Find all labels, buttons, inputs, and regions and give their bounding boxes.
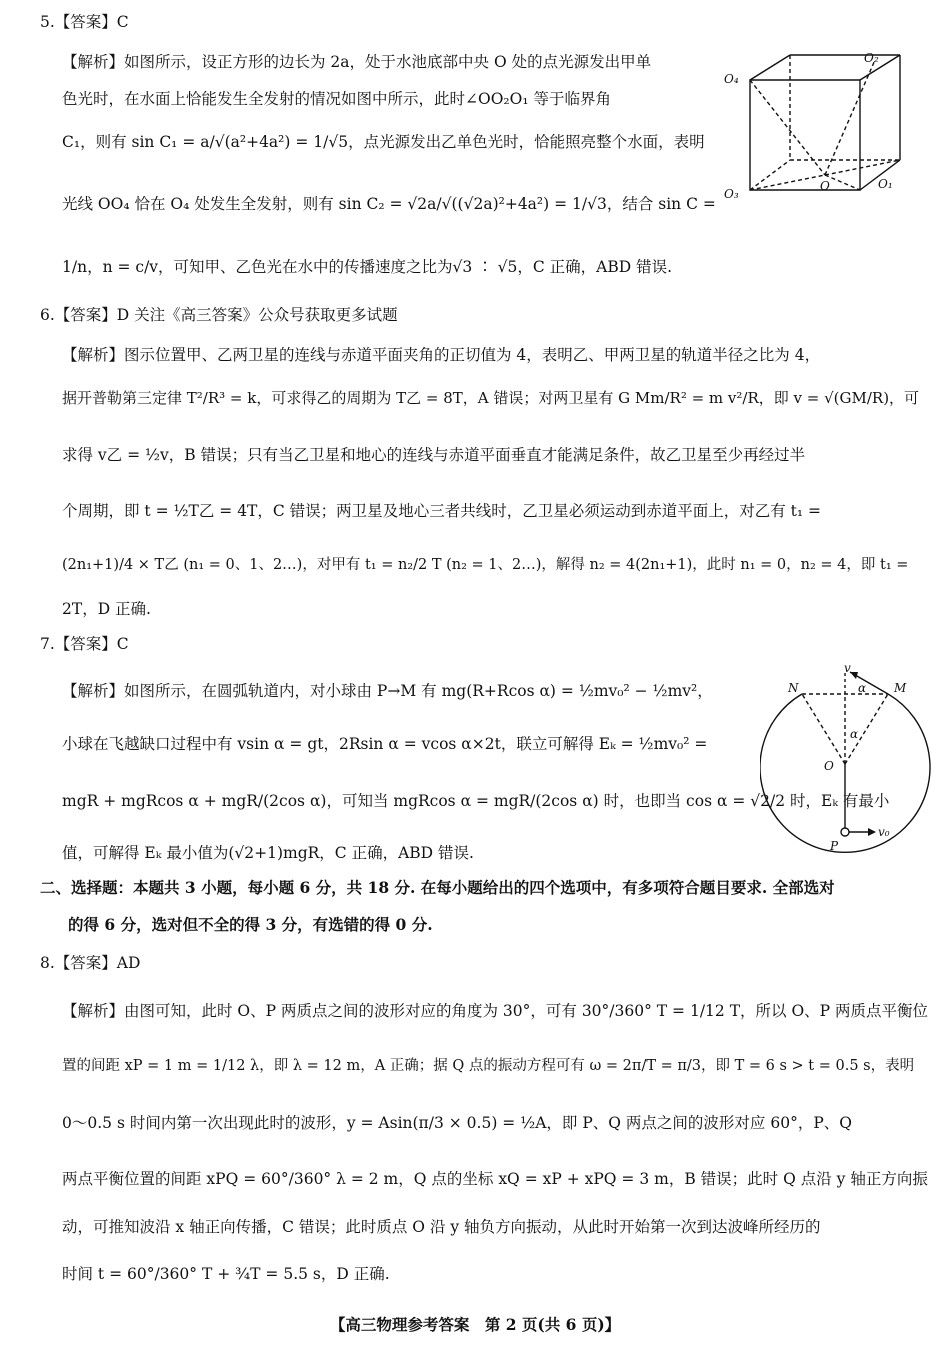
q5-analysis-line-1: 【解析】如图所示，设正方形的边长为 2a，处于水池底部中央 O 处的点光源发出甲单 <box>62 53 652 71</box>
q6-analysis-line-6: 2T，D 正确. <box>62 600 151 618</box>
cube-front-face <box>750 80 860 190</box>
page-footer: 【高三物理参考答案 第 2 页(共 6 页)】 <box>329 1315 621 1334</box>
ball <box>841 828 849 836</box>
q8-analysis-line-3: 0～0.5 s 时间内第一次出现此时的波形，y = Asin(π/3 × 0.5) = ½A，即 P、Q 两点之间的波形对应 60°，P、Q <box>62 1114 852 1132</box>
label-o: O <box>824 759 834 773</box>
q7-circle-figure <box>760 660 945 855</box>
q8-answer: 8.【答案】AD <box>40 954 141 972</box>
label-alpha-top: α <box>858 681 867 695</box>
q8-analysis-line-4: 两点平衡位置的间距 xPQ = 60°/360° λ = 2 m，Q 点的坐标 xQ = xP + xPQ = 3 m，B 错误；此时 Q 点沿 y 轴正方向振 <box>62 1170 928 1188</box>
q7-analysis-line-4: 值，可解得 Eₖ 最小值为(√2+1)mgR，C 正确，ABD 错误. <box>62 844 474 862</box>
q6-analysis-line-4: 个周期，即 t = ½T乙 = 4T，C 错误；两卫星及地心三者共线时，乙卫星必须运动到赤道平面上，对乙有 t₁ = <box>62 502 821 520</box>
q6-analysis-line-1: 【解析】图示位置甲、乙两卫星的连线与赤道平面夹角的正切值为 4，表明乙、甲两卫星的轨道半径之比为 4， <box>62 346 821 364</box>
q5-analysis-line-4: 光线 OO₄ 恰在 O₄ 处发生全发射，则有 sin C₂ = √2a/√((√2a)²+4a²) = 1/√3，结合 sin C = <box>62 195 716 213</box>
q8-analysis-line-2: 置的间距 xP = 1 m = 1/12 λ，即 λ = 12 m，A 正确；据 Q 点的振动方程可有 ω = 2π/T = π/3，即 T = 6 s > t = 0.5 s，表明 <box>62 1058 915 1074</box>
label-v0: v₀ <box>878 825 890 839</box>
q6-analysis-line-2: 据开普勒第三定律 T²/R³ = k，可求得乙的周期为 T乙 = 8T，A 错误；对两卫星有 G Mm/R² = m v²/R，即 v = √(GM/R)，可 <box>62 389 920 407</box>
q7-answer: 7.【答案】C <box>40 635 129 653</box>
q7-analysis-line-1: 【解析】如图所示，在圆弧轨道内，对小球由 P→M 有 mg(R+Rcos α) = ½mv₀² − ½mv²， <box>62 682 713 700</box>
q8-analysis-line-5: 动，可推知波沿 x 轴正向传播，C 错误；此时质点 O 沿 y 轴负方向振动，从此时开始第一次到达波峰所经历的 <box>62 1218 821 1236</box>
label-o2: O₂ <box>864 51 879 65</box>
q8-analysis-line-1: 【解析】由图可知，此时 O、P 两质点之间的波形对应的角度为 30°，可有 30°/360° T = 1/12 T，所以 O、P 两质点平衡位 <box>62 1002 929 1020</box>
section2-header-line-1: 二、选择题：本题共 3 小题，每小题 6 分，共 18 分. 在每小题给出的四个选项中，有多项符合题目要求. 全部选对 <box>40 878 835 897</box>
label-v: v <box>844 661 851 675</box>
label-o1: O₁ <box>878 177 893 191</box>
label-o: O <box>820 179 830 193</box>
q8-analysis-line-6: 时间 t = 60°/360° T + ¾T = 5.5 s，D 正确. <box>62 1265 390 1283</box>
q5-analysis-line-2: 色光时，在水面上恰能发生全发射的情况如图中所示，此时∠OO₂O₁ 等于临界角 <box>62 90 611 108</box>
q5-answer: 5.【答案】C <box>40 13 129 31</box>
q6-analysis-line-3: 求得 v乙 = ½v，B 错误；只有当乙卫星和地心的连线与赤道平面垂直才能满足条件，故乙卫星至少再经过半 <box>62 446 806 464</box>
label-o3: O₃ <box>724 187 739 201</box>
label-m: M <box>894 681 907 695</box>
q6-answer: 6.【答案】D 关注《高三答案》公众号获取更多试题 <box>40 306 398 324</box>
q5-analysis-line-3: C₁，则有 sin C₁ = a/√(a²+4a²) = 1/√5，点光源发出乙单色光时，恰能照亮整个水面，表明 <box>62 133 705 151</box>
q5-analysis-line-5: 1/n，n = c/v，可知甲、乙色光在水中的传播速度之比为√3 ∶ √5，C 正确，ABD 错误. <box>62 258 673 276</box>
label-p: P <box>830 839 839 853</box>
label-n: N <box>788 681 799 695</box>
q7-analysis-line-2: 小球在飞越缺口过程中有 vsin α = gt，2Rsin α = vcos α×2t，联立可解得 Eₖ = ½mv₀² = <box>62 735 708 753</box>
q6-analysis-line-5: (2n₁+1)/4 × T乙 (n₁ = 0、1、2…)，对甲有 t₁ = n₂/2 T (n₂ = 1、2…)，解得 n₂ = 4(2n₁+1)，此时 n₁ = 0，n₂ = 4，即 t₁ = <box>62 557 909 573</box>
section2-header-line-2: 的得 6 分，选对但不全的得 3 分，有选错的得 0 分. <box>68 915 433 934</box>
label-o4: O₄ <box>724 72 739 86</box>
q7-analysis-line-3: mgR + mgRcos α + mgR/(2cos α)，可知当 mgRcos α = mgR/(2cos α) 时，也即当 cos α = √2/2 时，Eₖ 有最小 <box>62 792 890 810</box>
label-alpha: α <box>850 727 859 741</box>
q5-cube-figure <box>720 40 920 210</box>
